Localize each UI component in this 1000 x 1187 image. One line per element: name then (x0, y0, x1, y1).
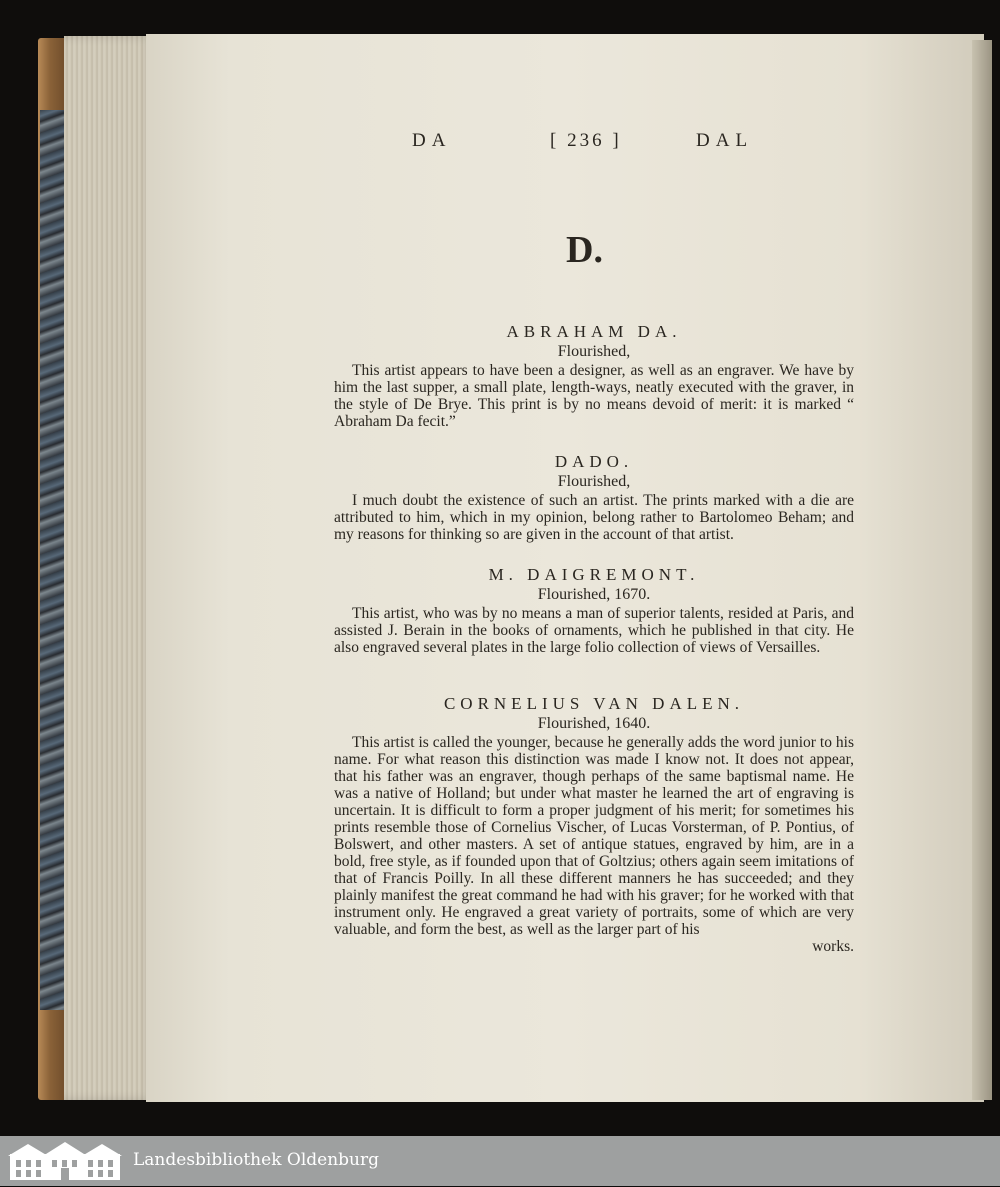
entry-text: This artist appears to have been a designer, as well as an engraver. We have by him the last supper, a small plate, length-ways, neatly executed with the graver, in the style of De Brye. This print is by no means devoid of merit: it is marked “ Abraham Da fecit.” (334, 362, 854, 430)
entry-name: DADO. (554, 452, 634, 471)
page-edges (64, 36, 154, 1100)
entry-text: This artist is called the younger, because he generally adds the word junior to his name. For what reason this distinction was made I know not. It does not appear, that his father was an engraver, though perhaps of the same baptismal name. He was a native of Holland; but under what master he learned the art of engraving is uncertain. It is difficult to form a proper judgment of his merit; for sometimes his prints resemble those of Cornelius Vischer, of Lucas Vorsterman, of P. Pontius, of Bolswert, and other masters. A set of antique statues, engraved by him, are in a bold, free style, as if founded upon that of Goltzius; others again seem imitations of that of Francis Poilly. In all these different manners he has succeeded; and they plainly manifest the great command he had with his graver; for he worked with that instrument only. He engraved a great variety of portraits, some of which are very valuable, and form the best, as well as the larger part of his (334, 734, 854, 938)
entry-dado (334, 452, 854, 543)
catchword: works. (812, 938, 854, 955)
section-letter: D. (566, 229, 603, 271)
entry-date: Flourished, 1670. (537, 586, 651, 603)
entry-date: Flourished, (557, 473, 631, 490)
library-name: Landesbibliothek Oldenburg (133, 1150, 380, 1170)
entry-van-dalen (334, 694, 854, 955)
marbled-board (40, 110, 64, 1010)
entry-text: This artist, who was by no means a man of superior talents, resided at Paris, and assisted J. Berain in the books of ornaments, which he published in that city. He also engraved several plates in the large folio collection of views of Versailles. (334, 605, 854, 656)
running-head-left: DA (412, 130, 452, 151)
entry-date: Flourished, (557, 343, 631, 360)
entry-name: ABRAHAM DA. (506, 322, 682, 341)
entry-name: CORNELIUS VAN DALEN. (443, 694, 745, 713)
entry-daigremont (334, 565, 854, 656)
footer-bar (0, 1136, 1000, 1186)
page-gutter (972, 40, 992, 1100)
library-building-logo-icon (8, 1140, 122, 1182)
page-number: [ 236 ] (550, 130, 622, 151)
entry-date: Flourished, 1640. (537, 715, 651, 732)
entry-name: M. DAIGREMONT. (488, 565, 700, 584)
running-head-right: DAL (696, 130, 754, 151)
entry-abraham-da (334, 322, 854, 430)
entry-text: I much doubt the existence of such an artist. The prints marked with a die are attributed to him, which in my opinion, belong rather to Bartolomeo Beham; and my reasons for thinking so are given in the account of that artist. (334, 492, 854, 543)
